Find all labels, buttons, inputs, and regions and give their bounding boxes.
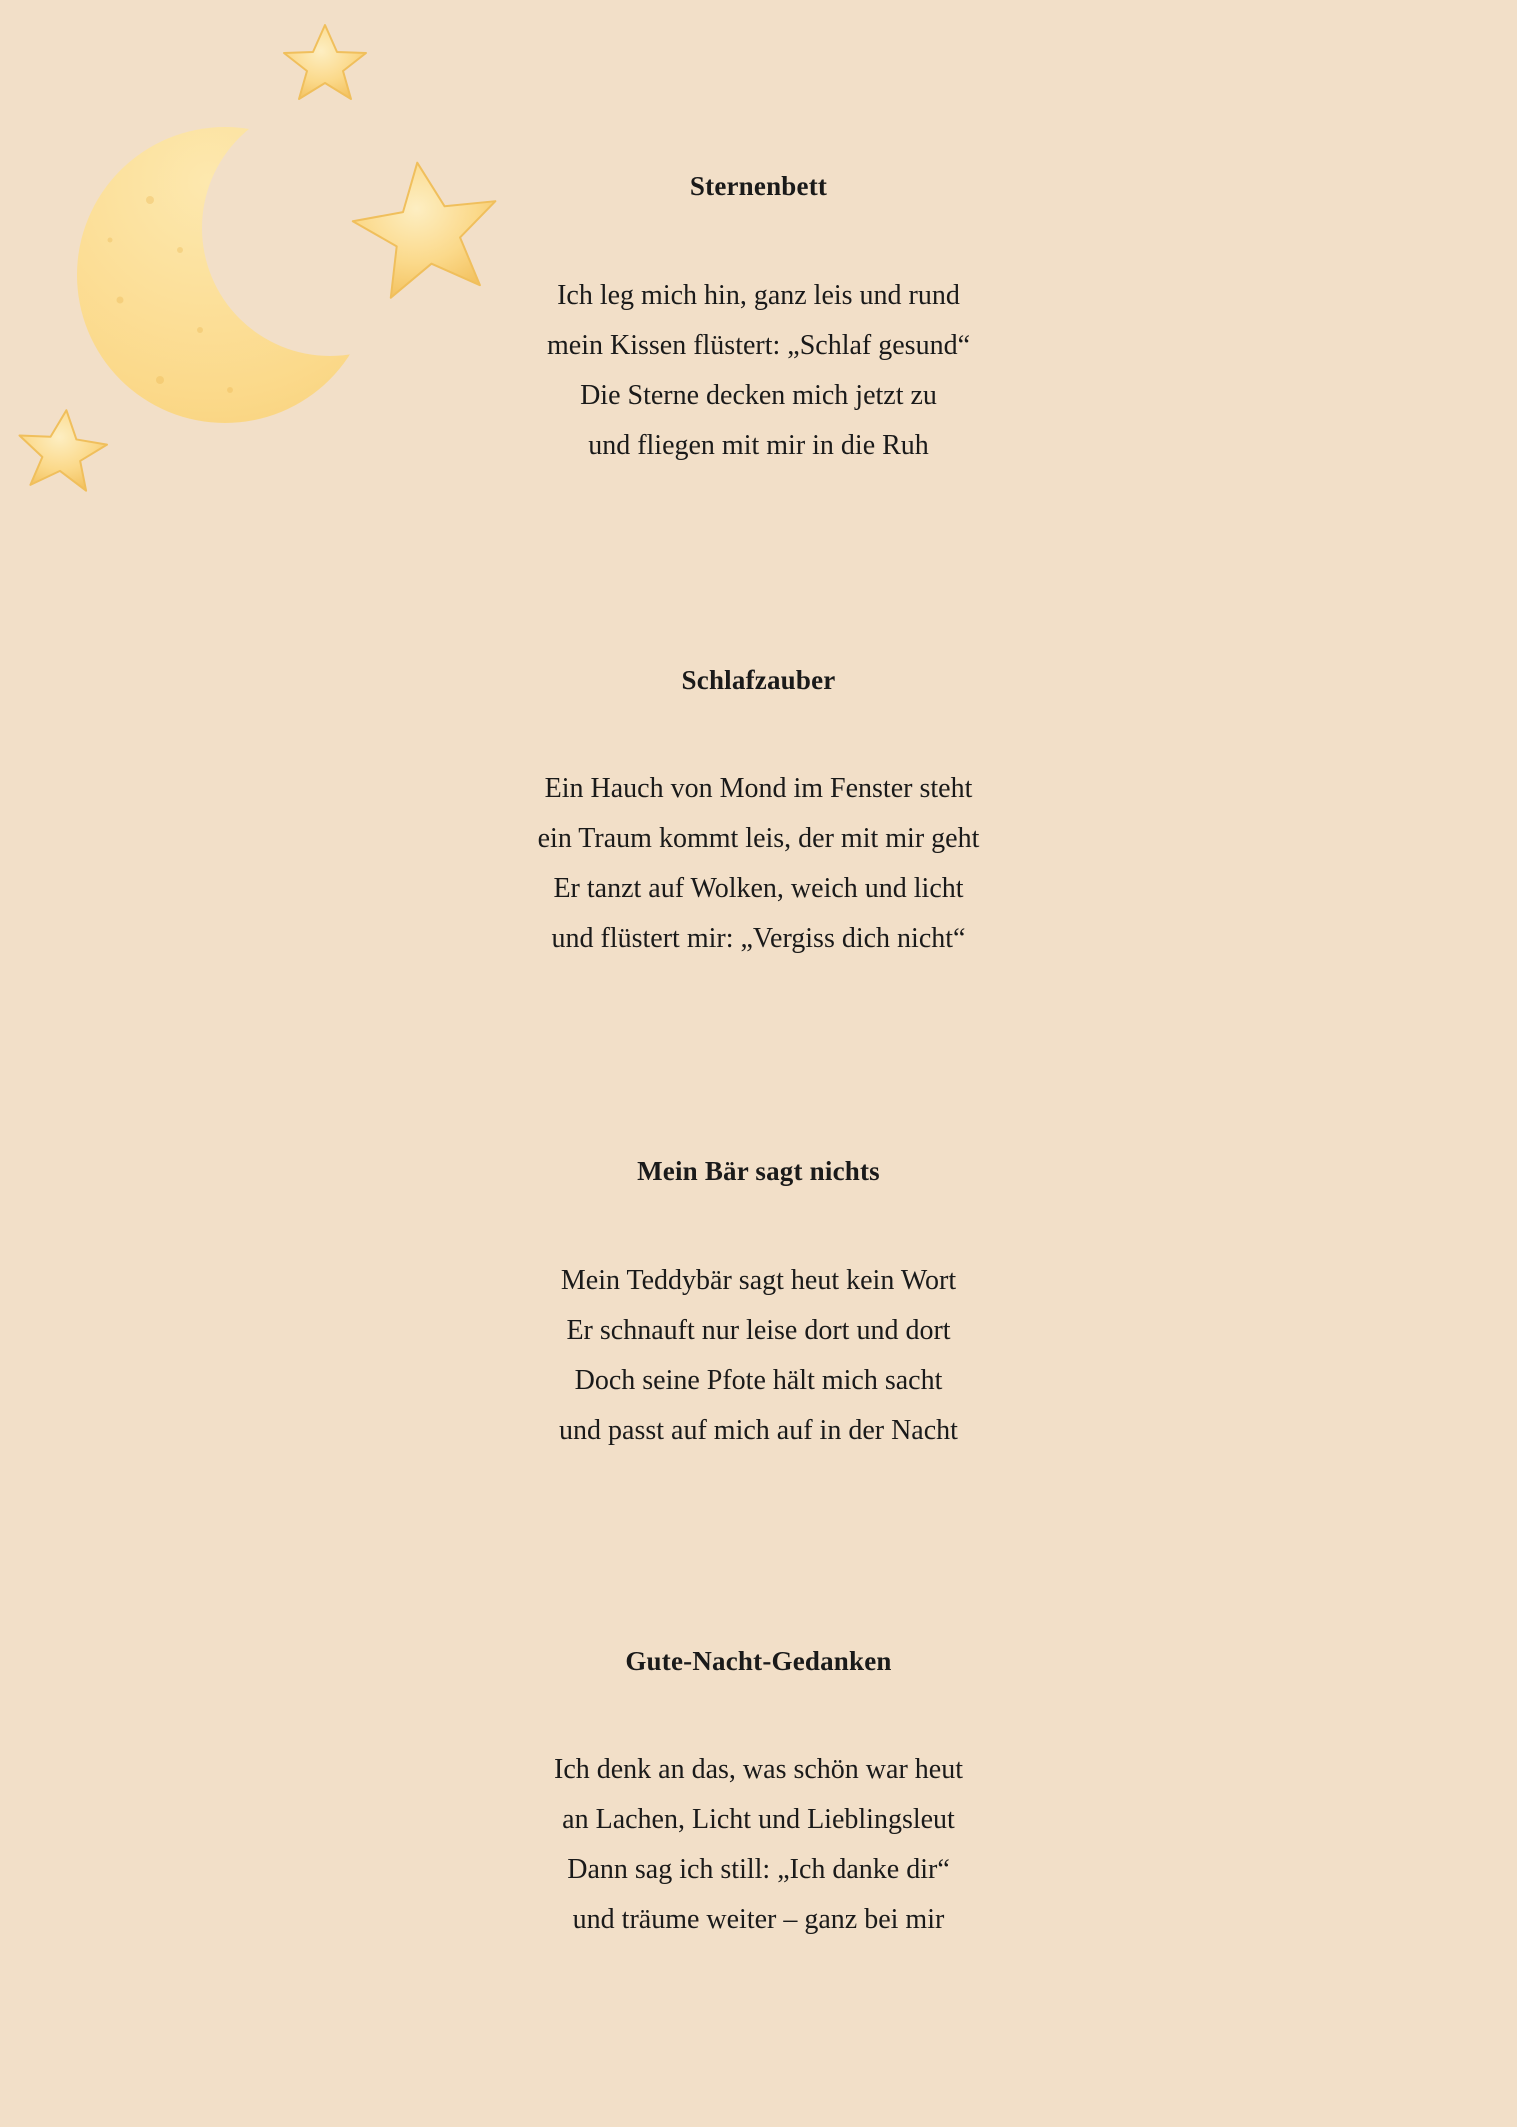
poem-line: Ein Hauch von Mond im Fenster steht — [544, 773, 973, 805]
poem-section — [0, 1456, 1517, 1945]
poem-body — [0, 225, 1517, 471]
poem-line: Doch seine Pfote hält mich sacht — [574, 1364, 943, 1396]
poem-line: Er tanzt auf Wolken, weich und licht — [553, 873, 964, 905]
poem-line: Ich denk an das, was schön war heut — [554, 1753, 963, 1785]
poem-section — [0, 0, 1517, 471]
poem-title: Mein Bär sagt nichts — [637, 1155, 880, 1186]
poem-line: und träume weiter – ganz bei mir — [572, 1903, 945, 1935]
poem-title: Gute-Nacht-Gedanken — [625, 1646, 892, 1677]
poem-line: ein Traum kommt leis, der mit mir geht — [537, 823, 980, 855]
poem-line: Ich leg mich hin, ganz leis und rund — [557, 280, 960, 312]
poem-title: Schlafzauber — [681, 664, 836, 695]
poem-line: und passt auf mich auf in der Nacht — [559, 1414, 958, 1446]
poem-line: mein Kissen flüstert: „Schlaf gesund“ — [546, 330, 970, 362]
poem-section — [0, 964, 1517, 1455]
poem-body — [0, 1700, 1517, 1945]
poem-body — [0, 1210, 1517, 1456]
poem-line: an Lachen, Licht und Lieblingsleut — [562, 1803, 955, 1835]
poem-title: Sternenbett — [689, 171, 828, 202]
poem-line: Die Sterne decken mich jetzt zu — [580, 380, 937, 412]
poem-line: Dann sag ich still: „Ich danke dir“ — [567, 1853, 950, 1885]
poem-body — [0, 718, 1517, 964]
poem-section — [0, 471, 1517, 964]
poem-line: und fliegen mit mir in die Ruh — [588, 430, 929, 462]
poem-line: und flüstert mir: „Vergiss dich nicht“ — [551, 923, 966, 955]
poem-line: Er schnauft nur leise dort und dort — [566, 1314, 951, 1346]
poem-line: Mein Teddybär sagt heut kein Wort — [560, 1264, 957, 1296]
